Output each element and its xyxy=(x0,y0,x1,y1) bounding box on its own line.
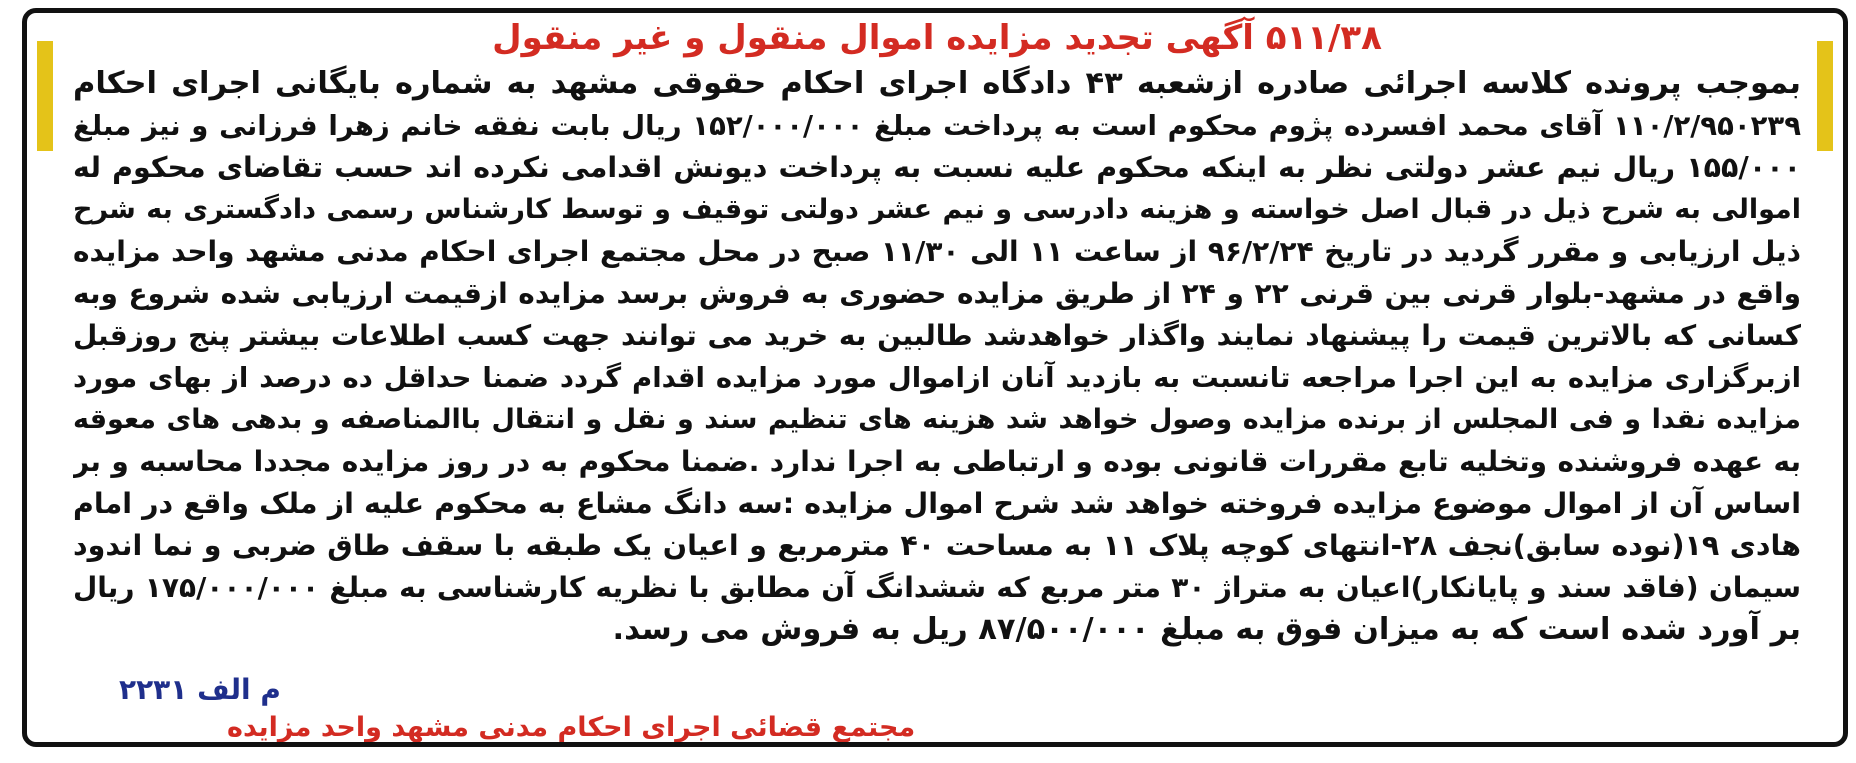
notice-line: بر آورد شده است که به میزان فوق به مبلغ ۸۷/۵۰۰/۰۰۰ ریل به فروش می رسد. xyxy=(612,612,1801,647)
notice-line: ۱۵۵/۰۰۰ ریال نیم عشر دولتی نظر به اینکه محکوم علیه نسبت به پرداخت دیونش اقدامی نکرده اند حسب تقاضای محکوم له xyxy=(73,151,1801,184)
notice-line: اساس آن از اموال موضوع مزایده فروخته خواهد شد شرح اموال مزایده :سه دانگ مشاع به محکوم علیه از ملک واقع در امام xyxy=(73,487,1801,520)
notice-line: به عهده فروشنده وتخلیه تابع مقررات قانونی بوده و ارتباطی به اجرا ندارد .ضمنا محکوم به در روز مزایده مجددا محاسبه و بر xyxy=(73,445,1801,478)
notice-line: کسانی که بالاترین قیمت را پیشنهاد نمایند واگذار خواهدشد طالبین به خرید می توانند جهت کسب اطلاعات بیشتر پنج روزقبل xyxy=(73,319,1801,352)
notice-frame xyxy=(22,8,1848,747)
notice-line: سیمان (فاقد سند و پایانکار)اعیان به متراژ ۳۰ متر مربع که ششدانگ آن مطابق با نظریه کارشناسی به مبلغ ۱۷۵/۰۰۰/۰۰۰ ریال xyxy=(73,571,1801,604)
notice-line: واقع در مشهد-بلوار قرنی بین قرنی ۲۲ و ۲۴ از طریق مزایده حضوری به فروش برسد مزایده ازقیمت ارزیابی شده شروع وبه xyxy=(73,277,1801,310)
notice-line: ازبرگزاری مزایده به این اجرا مراجعه تانسبت به بازدید آنان ازاموال مورد مزایده اقدام گردد ضمنا حداقل ده درصد از بهای مورد xyxy=(73,362,1801,394)
notice-body xyxy=(73,13,1801,742)
notice-line: مزایده نقدا و فی المجلس از برنده مزایده وصول خواهد شد هزینه های تنظیم سند و نقل و انتقال باالمناصفه و بدهی های معوقه xyxy=(73,404,1801,435)
issuer-signature: مجتمع قضائی اجرای احکام مدنی مشهد واحد مزایده xyxy=(227,712,916,743)
accent-band-right xyxy=(1817,41,1833,151)
notice-line: بموجب پرونده کلاسه اجرائی صادره ازشعبه ۴۳ دادگاه اجرای احکام حقوقی مشهد به شماره بایگانی اجرای احکام xyxy=(73,66,1801,101)
notice-line: ذیل ارزیابی و مقرر گردید در تاریخ ۹۶/۲/۲۴ از ساعت ۱۱ الی ۱۱/۳۰ صبح در محل مجتمع اجرای احکام مدنی مشهد واحد مزایده xyxy=(73,235,1801,268)
notice-line: اموالی به شرح ذیل در قبال اصل خواسته و هزینه دادرسی و نیم عشر دولتی توقیف و توسط کارشناس رسمی دادگستری به شرح xyxy=(73,194,1801,225)
reference-code: م الف ۲۲۳۱ xyxy=(119,673,281,706)
notice-line: ۱۱۰/۲/۹۵۰۲۳۹ آقای محمد افسرده پژوم محکوم است به پرداخت مبلغ ۱۵۲/۰۰۰/۰۰۰ ریال بابت نفقه خانم زهرا فرزانی و نیز مبلغ xyxy=(73,110,1801,142)
notice-line: هادی ۱۹(نوده سابق)نجف ۲۸-انتهای کوچه پلاک ۱۱ به مساحت ۴۰ مترمربع و اعیان یک طبقه با سقف طاق ضربی و نما اندود xyxy=(73,529,1801,562)
notice-title: ۵۱۱/۳۸ آگهی تجدید مزایده اموال منقول و غیر منقول xyxy=(492,18,1382,58)
accent-band-left xyxy=(37,41,53,151)
